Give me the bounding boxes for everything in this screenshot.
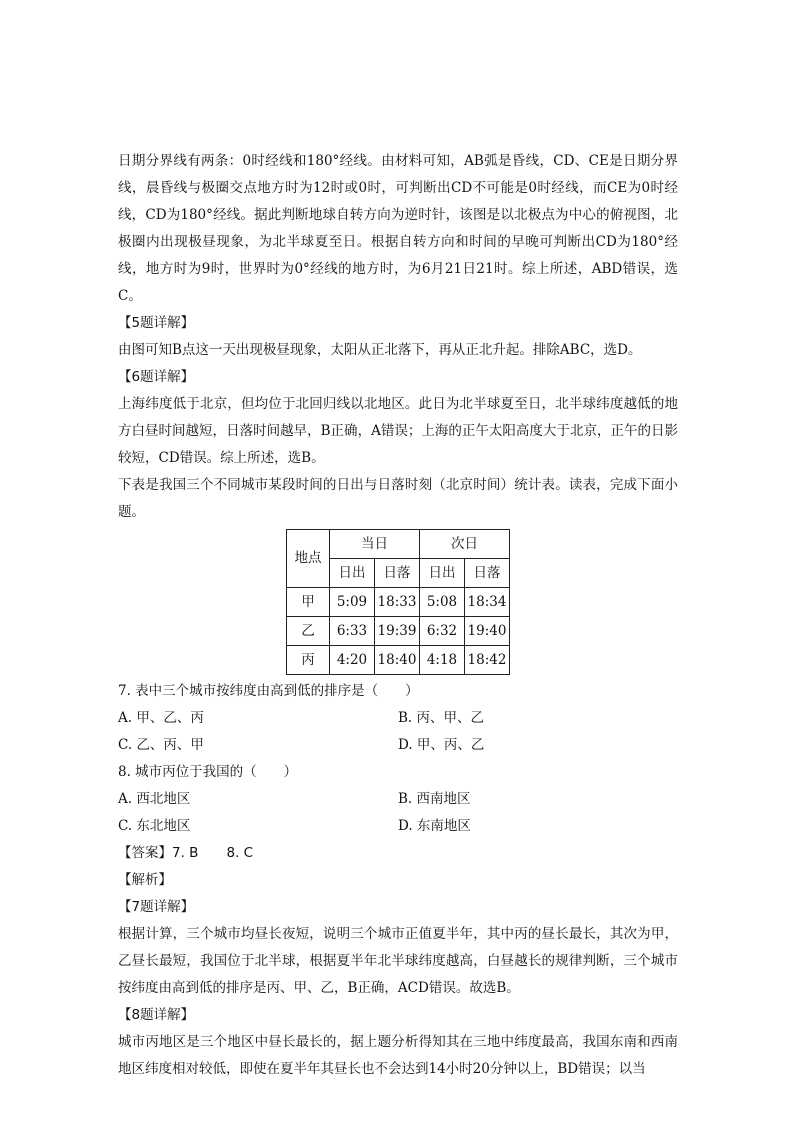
table-cell: 19:39 <box>375 617 420 646</box>
answer-7: 【答案】7. B <box>118 845 199 861</box>
q8-detail-text: 城市丙地区是三个地区中昼长最长的，据上题分析得知其在三地中纬度最高，我国东南和西南地区纬度相对较低，即使在夏半年其昼长也不会达到14小时20分钟以上，BD错误；以当 <box>118 1034 678 1077</box>
row-location: 丙 <box>287 646 330 675</box>
table-cell: 18:34 <box>465 588 510 617</box>
sub-header: 日落 <box>465 559 510 588</box>
table-wrapper <box>118 529 678 675</box>
question-stem: 下表是我国三个不同城市某段时间的日出与日落时刻（北京时间）统计表。读表，完成下面小题。 <box>118 477 678 520</box>
option-a: A. 西北地区 <box>118 791 191 807</box>
option-a: A. 甲、乙、丙 <box>118 710 204 726</box>
option-b: B. 丙、甲、乙 <box>398 710 485 726</box>
table-cell: 18:42 <box>465 646 510 675</box>
table-row <box>287 588 510 617</box>
table-row <box>287 646 510 675</box>
sunrise-sunset-table <box>286 529 510 675</box>
table-cell: 4:18 <box>420 646 465 675</box>
sub-header: 日出 <box>420 559 465 588</box>
table-cell: 6:33 <box>330 617 375 646</box>
table-cell: 18:40 <box>375 646 420 675</box>
day2-header: 次日 <box>420 530 510 559</box>
q8-stem: 8. 城市丙位于我国的（ ） <box>118 764 298 780</box>
table-row <box>287 617 510 646</box>
sub-header: 日落 <box>375 559 420 588</box>
analysis-heading: 【解析】 <box>118 872 172 888</box>
q7-options-row1 <box>118 705 678 732</box>
table-cell: 5:08 <box>420 588 465 617</box>
option-c: C. 东北地区 <box>118 818 191 834</box>
q5-text: 由图可知B点这一天出现极昼现象，太阳从正北落下，再从正北升起。排除ABC，选D。 <box>118 342 642 358</box>
q8-options-row1 <box>118 786 678 813</box>
intro-paragraph: 日期分界线有两条：0时经线和180°经线。由材料可知，AB弧是昏线，CD、CE是日期分界线，晨昏线与极圈交点地方时为12时或0时，可判断出CD不可能是0时经线，而CE为0时经线，CD为180°经线。据此判断地球自转方向为逆时针，该图是以北极点为中心的俯视图，北极圈内出现极昼现象，为北半球夏至日。根据自转方向和时间的早晚可判断出CD为180°经线，地方时为9时，世界时为0°经线的地方时，为6月21日21时。综上所述，ABD错误，选C。 <box>118 153 678 304</box>
option-d: D. 甲、丙、乙 <box>398 737 485 753</box>
q7-detail-heading: 【7题详解】 <box>118 899 195 915</box>
q8-detail-heading: 【8题详解】 <box>118 1007 195 1023</box>
table-cell: 18:33 <box>375 588 420 617</box>
option-b: B. 西南地区 <box>398 791 471 807</box>
option-d: D. 东南地区 <box>398 818 471 834</box>
q7-options-row2 <box>118 732 678 759</box>
table-cell: 6:32 <box>420 617 465 646</box>
q6-heading: 【6题详解】 <box>118 369 195 385</box>
answer-line <box>118 840 678 867</box>
sub-header: 日出 <box>330 559 375 588</box>
q7-detail-text: 根据计算，三个城市均昼长夜短，说明三个城市正值夏半年，其中丙的昼长最长，其次为甲，乙昼长最短，我国位于北半球，根据夏半年北半球纬度越高，白昼越长的规律判断，三个城市按纬度由高到低的排序是丙、甲、乙，B正确，ACD错误。故选B。 <box>118 926 678 996</box>
q8-options-row2 <box>118 813 678 840</box>
q5-heading: 【5题详解】 <box>118 315 195 331</box>
q7-stem: 7. 表中三个城市按纬度由高到低的排序是（ ） <box>118 683 419 699</box>
document-page <box>118 148 678 1083</box>
table-cell: 5:09 <box>330 588 375 617</box>
answer-8: 8. C <box>226 845 254 861</box>
q6-text: 上海纬度低于北京，但均位于北回归线以北地区。此日为北半球夏至日，北半球纬度越低的地方白昼时间越短，日落时间越早，B正确，A错误；上海的正午太阳高度大于北京，正午的日影较短，CD错误。综上所述，选B。 <box>118 396 678 466</box>
table-cell: 4:20 <box>330 646 375 675</box>
day1-header: 当日 <box>330 530 420 559</box>
table-cell: 19:40 <box>465 617 510 646</box>
option-c: C. 乙、丙、甲 <box>118 737 204 753</box>
location-header: 地点 <box>287 530 330 588</box>
row-location: 乙 <box>287 617 330 646</box>
row-location: 甲 <box>287 588 330 617</box>
